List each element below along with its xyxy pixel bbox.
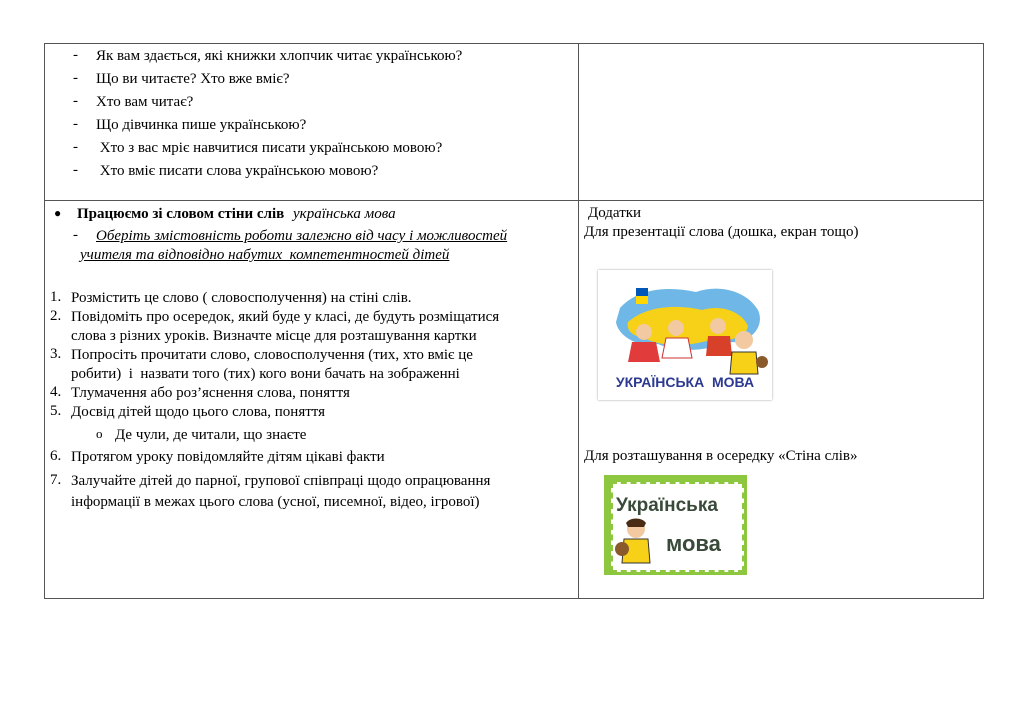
step-text: Розмістить це слово ( словосполучення) на стіні слів. — [71, 290, 412, 306]
table-border-right — [983, 43, 984, 599]
dash-marker: - — [73, 139, 78, 155]
table-column-divider — [578, 43, 579, 599]
step-number: 5. — [50, 403, 62, 419]
appendix-label: Додатки — [588, 205, 642, 221]
question-item: Хто вміє писати слова українською мовою? — [96, 163, 379, 179]
word-card — [604, 475, 747, 575]
dash-marker: - — [73, 47, 78, 63]
question-item: Як вам здається, які книжки хлопчик читає українською? — [96, 48, 463, 64]
dash-marker: - — [73, 227, 78, 243]
step-number: 6. — [50, 448, 62, 464]
question-item: Що дівчинка пише українською? — [96, 117, 307, 133]
table-border-top — [44, 43, 984, 44]
table-border-left — [44, 43, 45, 599]
step-number: 3. — [50, 346, 62, 362]
step-number: 1. — [50, 289, 62, 305]
placement-label: Для розташування в осередку «Стіна слів» — [584, 448, 858, 464]
step-number: 4. — [50, 384, 62, 400]
table-row-divider — [44, 200, 984, 201]
dash-marker: - — [73, 93, 78, 109]
table-border-bottom — [44, 598, 984, 599]
step-text: Залучайте дітей до парної, групової співпраці щодо опрацювання — [71, 473, 491, 489]
sub-item: Де чули, де читали, що знаєте — [115, 427, 307, 443]
word-card-word1: Українська — [616, 495, 718, 516]
step-text: слова з різних уроків. Визначте місце для розташування картки — [71, 328, 477, 344]
teacher-note-line1: Оберіть змістовність роботи залежно від часу і можливостей — [96, 228, 508, 244]
heading-bold-text: Працюємо зі словом стіни слів — [77, 206, 285, 222]
step-text: робити) і назвати того (тих) кого вони бачать на зображенні — [71, 366, 460, 382]
step-text: Тлумачення або роз’яснення слова, поняття — [71, 385, 350, 401]
section-heading — [77, 205, 396, 224]
bullet-dot: ● — [54, 206, 62, 220]
dash-marker: - — [73, 162, 78, 178]
word-card-word2: мова — [666, 531, 721, 556]
presentation-label: Для презентації слова (дошка, екран тощо) — [584, 224, 859, 240]
step-number: 2. — [50, 308, 62, 324]
step-text: Протягом уроку повідомляйте дітям цікаві факти — [71, 449, 385, 465]
question-item: Що ви читаєте? Хто вже вміє? — [96, 71, 290, 87]
illustration-caption: УКРАЇНСЬКА МОВА — [615, 374, 755, 390]
dash-marker: - — [73, 70, 78, 86]
lesson-table — [44, 43, 984, 599]
question-item: Хто з вас мріє навчитися писати українською мовою? — [96, 140, 443, 156]
step-text: Повідоміть про осередок, який буде у класі, де будуть розміщатися — [71, 309, 500, 325]
step-number: 7. — [50, 472, 62, 488]
step-text: інформації в межах цього слова (усної, писемної, відео, ігрової) — [71, 494, 480, 510]
heading-italic-text: українська мова — [293, 206, 396, 222]
circle-bullet: o — [96, 426, 103, 441]
step-text: Попросіть прочитати слово, словосполучення (тих, хто вміє це — [71, 347, 473, 363]
presentation-illustration — [598, 270, 772, 400]
child-figure-icon — [614, 517, 658, 565]
question-item: Хто вам читає? — [96, 94, 194, 110]
step-text: Досвід дітей щодо цього слова, поняття — [71, 404, 326, 420]
dash-marker: - — [73, 116, 78, 132]
teacher-note-line2: учителя та відповідно набутих компетентностей дітей — [80, 247, 450, 263]
